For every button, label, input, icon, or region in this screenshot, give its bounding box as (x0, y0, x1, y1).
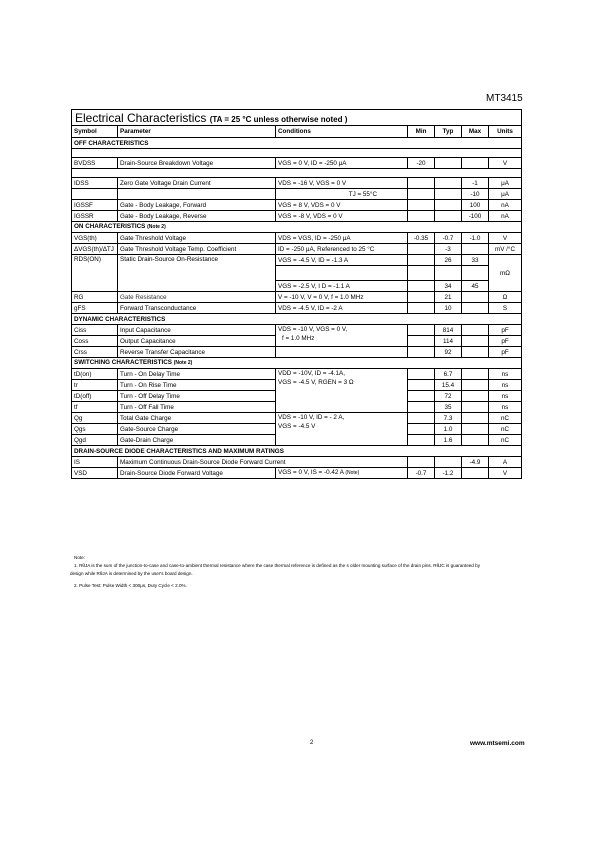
cell-parameter: Turn - On Rise Time (118, 380, 276, 391)
cell-symbol: tr (72, 380, 118, 391)
col-parameter: Parameter (118, 126, 276, 138)
cell-parameter: Reverse Transfer Capacitance (118, 347, 276, 358)
cell-parameter: Gate Resistance (118, 292, 276, 303)
cell-symbol: BVDSS (72, 158, 118, 169)
cell-parameter: Gate - Body Leakage, Reverse (118, 211, 276, 222)
cell-units: Ω (489, 292, 522, 303)
cell-max (462, 413, 489, 424)
cell-parameter: Forward Transconductance (118, 303, 276, 314)
table-row (72, 292, 522, 303)
conditions-line-2: f = 1.0 MHz (282, 335, 315, 342)
cell-min (408, 244, 435, 255)
cell-parameter: Gate Threshold Voltage Temp. Coefficient (118, 244, 276, 255)
cell-typ: 35 (435, 402, 462, 413)
section-dynamic: DYNAMIC CHARACTERISTICS (72, 314, 522, 325)
cell-min: -0.35 (408, 233, 435, 244)
cell-max (462, 325, 489, 336)
cell-symbol: RG (72, 292, 118, 303)
cell-typ (435, 457, 462, 468)
table-row (72, 178, 522, 189)
table-title (75, 111, 347, 125)
cell-units: ns (489, 369, 522, 380)
cell-max (462, 380, 489, 391)
cell-units: ns (489, 391, 522, 402)
cell-units: nC (489, 413, 522, 424)
note-1-continued: design while RθJA is determined by the user's board design. (70, 571, 193, 576)
section-off: OFF CHARACTERISTICS (72, 138, 522, 149)
electrical-characteristics-table (71, 125, 522, 479)
cell-typ: 1.6 (435, 435, 462, 446)
cell-symbol: RDS(ON) (72, 255, 118, 292)
cell-parameter: Output Capacitance (118, 336, 276, 347)
cell-conditions: ID = -250 μA, Referenced to 25 °C (276, 244, 408, 255)
cell-parameter: Gate-Drain Charge (118, 435, 276, 446)
cell-conditions (276, 266, 408, 281)
cell-max (462, 369, 489, 380)
cell-typ (435, 178, 462, 189)
notes (70, 554, 524, 590)
cell-min (408, 435, 435, 446)
cell-symbol: tD(on) (72, 369, 118, 380)
cell-max: 33 (462, 255, 489, 266)
cell-min (408, 255, 435, 266)
cell-min (408, 189, 435, 200)
cell-units: V (489, 158, 522, 169)
part-number: MT3415 (486, 93, 523, 104)
cell-max: -1.0 (462, 233, 489, 244)
cell-max: -1 (462, 178, 489, 189)
section-switching (72, 358, 522, 369)
cell-symbol: Crss (72, 347, 118, 358)
cell-units: pF (489, 336, 522, 347)
cell-units: μA (489, 189, 522, 200)
cell-units: pF (489, 325, 522, 336)
cell-typ: -3 (435, 244, 462, 255)
cell-conditions (276, 413, 408, 446)
cell-symbol: Coss (72, 336, 118, 347)
title-main: Electrical Characteristics (75, 111, 207, 125)
cell-units: nA (489, 200, 522, 211)
table-row (72, 158, 522, 169)
cell-typ: 7.3 (435, 413, 462, 424)
cell-parameter: Gate Threshold Voltage (118, 233, 276, 244)
cell-conditions: VGS = -2.5 V, I D = -1.1 A (276, 281, 408, 292)
cell-min (408, 402, 435, 413)
table-row (72, 189, 522, 200)
cell-symbol: ΔVGS(th)/ΔTJ (72, 244, 118, 255)
cell-typ (435, 189, 462, 200)
cell-max: -100 (462, 211, 489, 222)
cell-units: V (489, 468, 522, 479)
table-row (72, 233, 522, 244)
cell-symbol: IDSS (72, 178, 118, 189)
col-units: Units (489, 126, 522, 138)
conditions-line-2: VGS = -4.5 V (278, 423, 316, 430)
cell-min (408, 336, 435, 347)
table-row (72, 369, 522, 380)
cell-min (408, 266, 435, 281)
cell-symbol: IS (72, 457, 118, 468)
page-number: 2 (310, 740, 314, 746)
cell-max (462, 292, 489, 303)
cell-symbol: Qgd (72, 435, 118, 446)
cell-min (408, 211, 435, 222)
cell-max (462, 402, 489, 413)
section-on (72, 222, 522, 233)
cell-min (408, 413, 435, 424)
cell-parameter: Static Drain-Source On-Resistance (118, 255, 276, 292)
cell-parameter: Drain-Source Diode Forward Voltage (118, 468, 276, 479)
cell-max (462, 303, 489, 314)
cell-symbol: VGS(th) (72, 233, 118, 244)
table-row (72, 303, 522, 314)
cell-max (462, 266, 489, 281)
cell-min: -20 (408, 158, 435, 169)
cell-min (408, 200, 435, 211)
cell-units: μA (489, 178, 522, 189)
spacer (72, 169, 522, 178)
cell-min (408, 303, 435, 314)
section-row (72, 314, 522, 325)
cell-parameter: Gate - Body Leakage, Forward (118, 200, 276, 211)
cell-conditions: VGS = -8 V, VDS = 0 V (276, 211, 408, 222)
cell-units: ns (489, 380, 522, 391)
section-row (72, 446, 522, 457)
cell-conditions (276, 325, 408, 347)
cell-max (462, 424, 489, 435)
conditions-line-2: VGS = -4.5 V, RGEN = 3 Ω (278, 379, 354, 386)
table-row (72, 325, 522, 336)
cell-conditions: TJ = 55°C (276, 189, 408, 200)
cell-parameter: Turn - Off Delay Time (118, 391, 276, 402)
cell-min (408, 281, 435, 292)
cell-conditions: VDS = -16 V, VGS = 0 V (276, 178, 408, 189)
spacer (72, 149, 522, 158)
cell-symbol: IGSSR (72, 211, 118, 222)
col-typ: Typ (435, 126, 462, 138)
cell-typ: 15.4 (435, 380, 462, 391)
cell-units: nA (489, 211, 522, 222)
cell-typ: 72 (435, 391, 462, 402)
cell-units: pF (489, 347, 522, 358)
notes-heading: Note: (74, 555, 85, 560)
cell-conditions: VGS = 0 V, ID = -250 μA (276, 158, 408, 169)
cell-min (408, 424, 435, 435)
cell-parameter: Gate-Source Charge (118, 424, 276, 435)
cell-units: nC (489, 435, 522, 446)
cell-min (408, 347, 435, 358)
cell-symbol: Qg (72, 413, 118, 424)
table-row (72, 347, 522, 358)
conditions-line-1: VDD = -10V, ID = -4.1A, (278, 370, 345, 377)
cell-typ (435, 266, 462, 281)
cell-max: -10 (462, 189, 489, 200)
cell-parameter: Total Gate Charge (118, 413, 276, 424)
table-row (72, 255, 522, 266)
cell-units: ns (489, 402, 522, 413)
cell-parameter: Drain-Source Breakdown Voltage (118, 158, 276, 169)
cell-typ: 6.7 (435, 369, 462, 380)
cell-conditions: VDS = VGS, ID = -250 μA (276, 233, 408, 244)
cell-symbol (72, 189, 118, 200)
cell-typ (435, 200, 462, 211)
cell-min: -0.7 (408, 468, 435, 479)
table-row (72, 211, 522, 222)
cell-conditions: VDS = -4.5 V, ID = -2 A (276, 303, 408, 314)
website-link[interactable]: www.mtsemi.com (470, 740, 525, 747)
cell-conditions (276, 369, 408, 413)
col-min: Min (408, 126, 435, 138)
spacer-row (72, 169, 522, 178)
cell-typ: 1.0 (435, 424, 462, 435)
cell-symbol: Qgs (72, 424, 118, 435)
cell-max (462, 468, 489, 479)
table-row (72, 200, 522, 211)
cell-parameter: Turn - Off Fall Time (118, 402, 276, 413)
section-switching-label: SWITCHING CHARACTERISTICS (74, 359, 172, 366)
cell-typ: 26 (435, 255, 462, 266)
table-row (72, 468, 522, 479)
cell-units: A (489, 457, 522, 468)
cell-units: nC (489, 424, 522, 435)
table-row (72, 244, 522, 255)
col-max: Max (462, 126, 489, 138)
cell-parameter (118, 189, 276, 200)
cell-max: 45 (462, 281, 489, 292)
cell-symbol: VSD (72, 468, 118, 479)
cell-symbol: tf (72, 402, 118, 413)
cell-units: mV /°C (489, 244, 522, 255)
cell-symbol: gFS (72, 303, 118, 314)
cell-min (408, 380, 435, 391)
cell-max (462, 158, 489, 169)
spacer-row (72, 149, 522, 158)
cell-typ: 114 (435, 336, 462, 347)
cell-typ: 34 (435, 281, 462, 292)
cell-conditions (276, 468, 408, 479)
note-1: 1. RθJA is the sum of the junction-to-case and case-to-ambient thermal resistance where the case thermal reference is defined as the s older mounting surface of the drain pins. RθJC is guaranteed by (74, 563, 480, 568)
cell-parameter: Turn - On Delay Time (118, 369, 276, 380)
cell-typ: -0.7 (435, 233, 462, 244)
col-symbol: Symbol (72, 126, 118, 138)
cell-parameter: Input Capacitance (118, 325, 276, 336)
table-row (72, 413, 522, 424)
cell-max (462, 336, 489, 347)
cell-parameter: Zero Gate Voltage Drain Current (118, 178, 276, 189)
cell-max: 100 (462, 200, 489, 211)
cell-typ: 21 (435, 292, 462, 303)
cell-max (462, 391, 489, 402)
cell-min (408, 325, 435, 336)
col-conditions: Conditions (276, 126, 408, 138)
section-on-label: ON CHARACTERISTICS (74, 223, 146, 230)
cell-units: V (489, 233, 522, 244)
cell-typ (435, 158, 462, 169)
cell-symbol: Ciss (72, 325, 118, 336)
cell-min (408, 457, 435, 468)
cell-units: mΩ (489, 255, 522, 292)
cell-conditions: VGS = -4.5 V, ID = -1.3 A (276, 255, 408, 266)
cell-conditions (276, 347, 408, 358)
cell-conditions: VGS = 8 V, VDS = 0 V (276, 200, 408, 211)
cell-min (408, 369, 435, 380)
cell-max (462, 244, 489, 255)
cell-units: S (489, 303, 522, 314)
cell-min (408, 391, 435, 402)
section-on-note: (Note 2) (147, 224, 166, 230)
cell-typ: 814 (435, 325, 462, 336)
section-row (72, 358, 522, 369)
cell-typ: -1.2 (435, 468, 462, 479)
cell-min (408, 292, 435, 303)
conditions-note: (Note) (345, 470, 360, 476)
section-switching-note: (Note 2) (173, 360, 193, 366)
cell-max (462, 435, 489, 446)
cell-max: -4.9 (462, 457, 489, 468)
section-row (72, 222, 522, 233)
cell-typ (435, 211, 462, 222)
conditions-text: VGS = 0 V, IS = -0.42 A (278, 469, 344, 476)
cell-typ: 92 (435, 347, 462, 358)
cell-conditions: V = -10 V, V = 0 V, f = 1.0 MHz (276, 292, 408, 303)
header-row (72, 126, 522, 138)
cell-typ: 10 (435, 303, 462, 314)
cell-symbol: tD(off) (72, 391, 118, 402)
title-conditions: (TA = 25 °C unless otherwise noted ) (209, 115, 348, 124)
conditions-line-1: VDS = -10 V, ID = - 2 A, (278, 414, 345, 421)
cell-symbol: IGSSF (72, 200, 118, 211)
section-row (72, 138, 522, 149)
cell-max (462, 347, 489, 358)
conditions-line-1: VDS = -10 V, VGS = 0 V, (278, 326, 348, 333)
cell-parameter: Maximum Continuous Drain-Source Diode Forward Current (118, 457, 408, 468)
cell-min (408, 178, 435, 189)
section-diode: DRAIN-SOURCE DIODE CHARACTERISTICS AND MAXIMUM RATINGS (72, 446, 522, 457)
note-2: 2. Pulse Test: Pulse Width < 300μs, Duty Cycle < 2.0%. (74, 583, 187, 588)
table-row (72, 457, 522, 468)
